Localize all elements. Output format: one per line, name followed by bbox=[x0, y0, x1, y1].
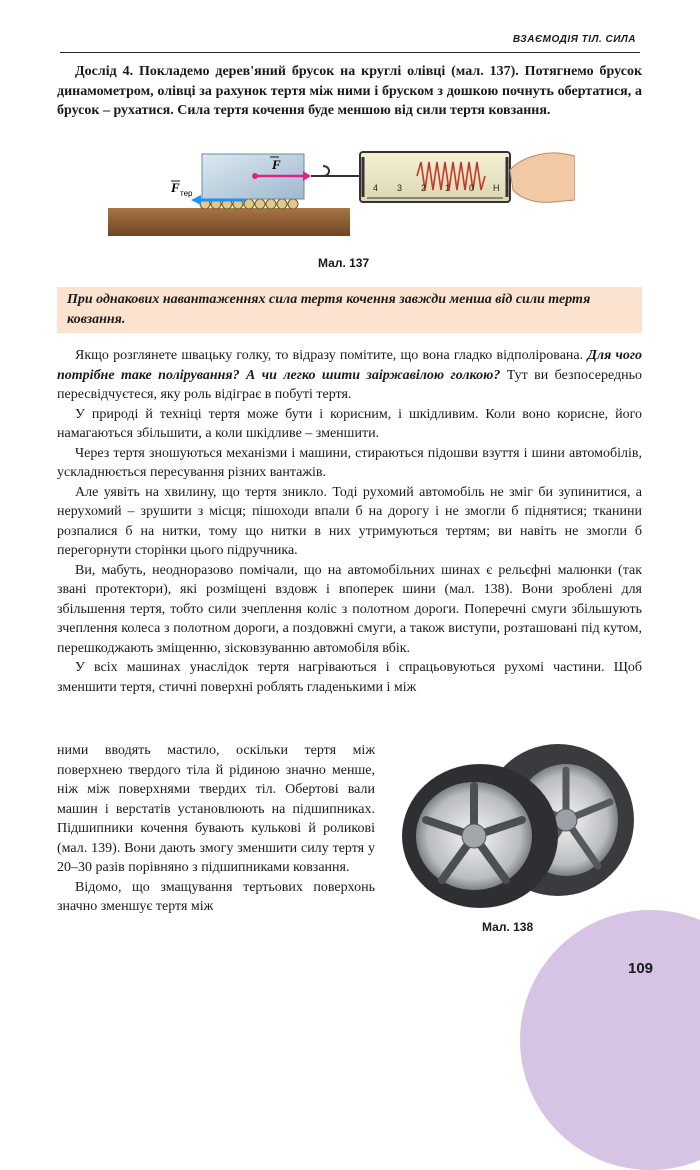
scale-label: 1 bbox=[445, 183, 451, 193]
scale-label: Н bbox=[493, 183, 500, 193]
paragraph: Відомо, що змащування тертьових поверхонь значно зменшує тертя між bbox=[57, 879, 375, 914]
tire-front bbox=[402, 764, 558, 908]
force-label: F bbox=[272, 157, 281, 172]
figure-137-caption: Мал. 137 bbox=[318, 256, 370, 270]
paragraph: ними вводять мастило, оскільки тертя між поверхнею твердого тіла й рідиною значно менше, ніж між поверхнями твердих тіл. Обертові вали машин і верстатів установлюють на підшипниках. Підшипники кочення бувають кулькові й роликові (мал. 139). Вони дають змогу зменшити силу тертя у 20–30 разів порівняно з підшипниками ковзання. bbox=[57, 743, 375, 875]
text-run: Якщо розглянете швацьку голку, то відразу помітите, що вона гладко відполірована. bbox=[75, 348, 584, 363]
figure-137-illustration bbox=[105, 140, 575, 240]
experiment-paragraph bbox=[57, 62, 642, 121]
experiment-text: Покладемо дерев'яний брусок на круглі олівці (мал. 137). Потягнемо брусок динамометром, олівці за рахунок тертя між ними і бруском з дошкою почнуть обертатися, а брусок – рухатися. Сила тертя кочення буде меншою від сили тертя ковзання. bbox=[57, 64, 643, 118]
scale-label: 0 bbox=[469, 183, 475, 193]
body-text bbox=[57, 346, 642, 697]
scale-label: 2 bbox=[421, 183, 427, 193]
dynamometer-hook bbox=[311, 166, 329, 176]
paragraph: Але уявіть на хвилину, що тертя зникло. Тоді рухомий автомобіль не зміг би зупинитися, а нерухомий – зрушити з місця; пішоходи впали б на дорогу і не змогли б піднятися; тканини розпалися б на нитки, тому що нитки в них утримуються тертям; ви навіть не змогли б перегорнути сторінки цього підручника. bbox=[57, 484, 642, 558]
corner-decoration bbox=[520, 910, 700, 1170]
hand bbox=[510, 153, 575, 202]
experiment-label: Дослід 4. bbox=[75, 64, 134, 79]
scale-label: 4 bbox=[373, 183, 379, 193]
friction-subscript: тер bbox=[180, 189, 193, 198]
figure-138-tires bbox=[388, 742, 643, 912]
text-run-italic: Для чого потрібне таке полірування? А чи легко шити заіржавілою голкою? bbox=[57, 348, 642, 383]
paragraph bbox=[57, 346, 642, 405]
scale-label: 3 bbox=[397, 183, 403, 193]
paragraph: У природі й техніці тертя може бути і корисним, і шкідливим. Коли воно корисне, його намагаються збільшити, а коли шкідливе – зменшити. bbox=[57, 406, 642, 441]
paragraph: Через тертя зношуються механізми і машини, стираються підошви взуття і шини автомобілів, ускладнюється пересування різних вантажів. bbox=[57, 445, 642, 480]
rule-text: При однакових навантаженнях сила тертя кочення завжди менша від сили тертя ковзання. bbox=[67, 292, 591, 327]
text-run: Тут ви безпосередньо пересвідчуєтеся, яку роль відіграє в побуті тертя. bbox=[57, 367, 642, 402]
section-title: ВЗАЄМОДІЯ ТІЛ. СИЛА bbox=[512, 34, 636, 45]
rule-box bbox=[57, 287, 642, 333]
paragraph: Ви, мабуть, неодноразово помічали, що на автомобільних шинах є рельєфні малюнки (так звані протектори), які розміщені вздовж і впоперек шини (мал. 138). Вони зроблені для збільшення тертя, тобто сили зчеплення коліс з полотном дороги. Поперечні смуги збільшують зчеплення колеса з полотном дороги, а поздовжні смуги, а також виступи, розташовані під кутом, перешкоджають зміщенню, зісковзуванню автомобіля вбік. bbox=[57, 562, 642, 656]
body-text-narrow bbox=[57, 741, 375, 917]
paragraph: У всіх машинах унаслідок тертя нагріваються і спрацьовуються рухомі частини. Щоб зменшити тертя, стичні поверхні роблять гладенькими і між bbox=[57, 660, 642, 695]
wooden-board bbox=[108, 208, 350, 236]
figure-138-caption: Мал. 138 bbox=[482, 920, 534, 934]
page-number: 109 bbox=[628, 960, 654, 977]
page-header bbox=[60, 30, 640, 53]
friction-label: F bbox=[171, 180, 180, 195]
